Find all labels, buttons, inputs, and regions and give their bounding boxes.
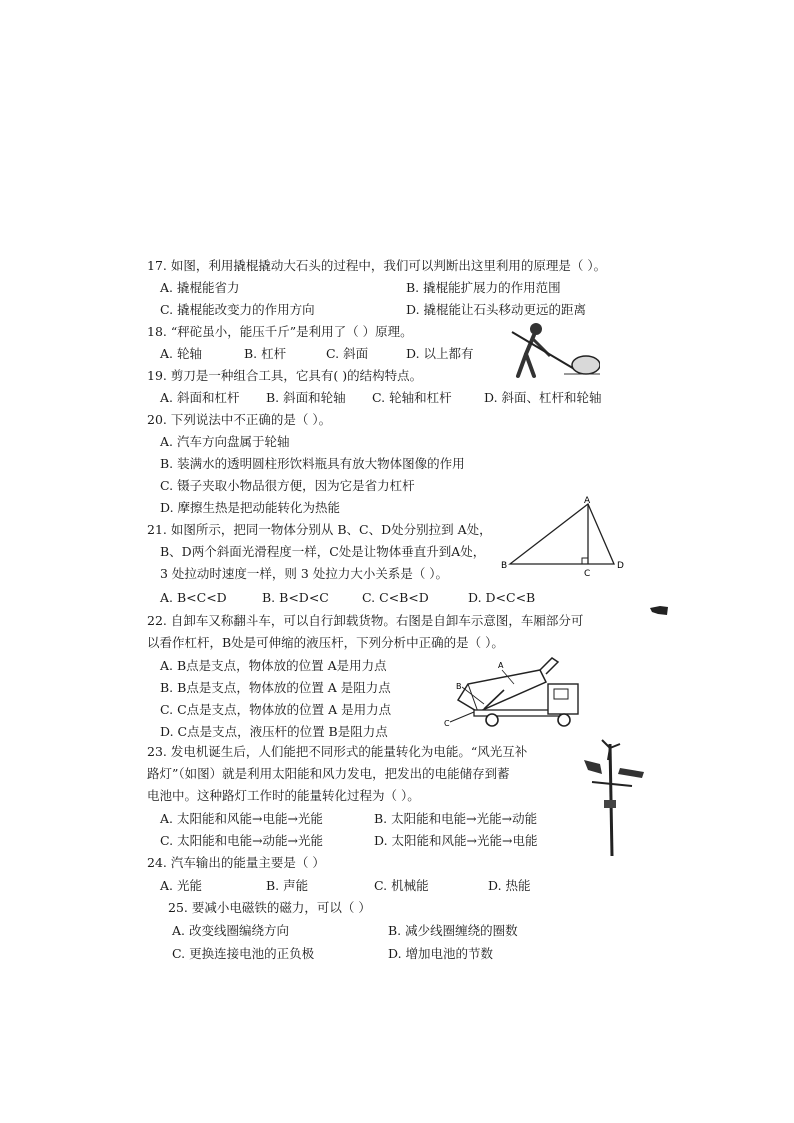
- label-a: A: [584, 496, 591, 506]
- q21-stem-line2: B、D两个斜面光滑程度一样，C处是让物体垂直升到A处，: [160, 544, 486, 559]
- label-c: C: [584, 569, 591, 578]
- label-d: D: [617, 561, 624, 571]
- q22-stem-line1: 22. 自卸车又称翻斗车，可以自行卸载货物。右图是自卸车示意图，车厢部分可: [147, 613, 584, 628]
- q19-option-a[interactable]: A. 斜面和杠杆: [160, 390, 240, 405]
- q18-option-b[interactable]: B. 杠杆: [244, 346, 287, 361]
- q20-option-c[interactable]: C. 镊子夹取小物品很方便，因为它是省力杠杆: [160, 478, 415, 493]
- q21-option-d[interactable]: D. D<C<B: [468, 590, 536, 605]
- q21-option-c[interactable]: C. C<B<D: [362, 590, 429, 605]
- q19-option-d[interactable]: D. 斜面、杠杆和轮轴: [484, 390, 602, 405]
- q24-option-b[interactable]: B. 声能: [266, 878, 309, 893]
- q17-option-d[interactable]: D. 撬棍能让石头移动更远的距离: [406, 302, 587, 317]
- q22-option-d[interactable]: D. C点是支点，液压杆的位置 B是阻力点: [160, 724, 388, 739]
- q20-option-a[interactable]: A. 汽车方向盘属于轮轴: [160, 434, 290, 449]
- q23-stem-line1: 23. 发电机诞生后，人们能把不同形式的能量转化为电能。“风光互补: [147, 744, 528, 759]
- q23-stem-line3: 电池中。这种路灯工作时的能量转化过程为（ ）。: [147, 788, 420, 803]
- q18-option-a[interactable]: A. 轮轴: [160, 346, 202, 361]
- q20-option-d[interactable]: D. 摩擦生热是把动能转化为热能: [160, 500, 341, 515]
- q24-option-d[interactable]: D. 热能: [488, 878, 531, 893]
- dump-truck-figure: [444, 654, 590, 734]
- q22-option-c[interactable]: C. C点是支点，物体放的位置 A 是用力点: [160, 702, 392, 717]
- q25-stem: 25. 要减小电磁铁的磁力，可以（ ）: [168, 900, 371, 915]
- q23-option-d[interactable]: D. 太阳能和风能→光能→电能: [374, 833, 538, 848]
- q25-option-b[interactable]: B. 减少线圈缠绕的圈数: [388, 923, 518, 938]
- q23-option-b[interactable]: B. 太阳能和电能→光能→动能: [374, 811, 538, 826]
- q19-stem: 19. 剪刀是一种组合工具，它具有( )的结构特点。: [147, 368, 423, 383]
- q25-option-c[interactable]: C. 更换连接电池的正负极: [172, 946, 315, 961]
- label-c: C: [444, 719, 450, 728]
- q18-stem: 18. “秤砣虽小，能压千斤”是利用了（ ）原理。: [147, 324, 413, 339]
- q19-option-b[interactable]: B. 斜面和轮轴: [266, 390, 346, 405]
- crowbar-figure: [480, 318, 600, 380]
- incline-triangle-figure: [496, 494, 630, 578]
- q21-stem-line3: 3 处拉动时速度一样，则 3 处拉力大小关系是（ ）。: [160, 566, 449, 581]
- q25-option-d[interactable]: D. 增加电池的节数: [388, 946, 494, 961]
- q18-option-c[interactable]: C. 斜面: [326, 346, 369, 361]
- q22-option-a[interactable]: A. B点是支点，物体放的位置 A是用力点: [160, 658, 387, 673]
- q23-option-a[interactable]: A. 太阳能和风能→电能→光能: [160, 811, 323, 826]
- label-b: B: [501, 561, 508, 571]
- q17-stem: 17. 如图，利用撬棍撬动大石头的过程中，我们可以判断出这里利用的原理是（ ）。: [147, 258, 607, 273]
- q21-option-a[interactable]: A. B<C<D: [160, 590, 227, 605]
- q24-stem: 24. 汽车输出的能量主要是（ ）: [147, 855, 325, 870]
- q17-option-c[interactable]: C. 撬棍能改变力的作用方向: [160, 302, 315, 317]
- q20-stem: 20. 下列说法中不正确的是（ ）。: [147, 412, 332, 427]
- q22-stem-line2: 以看作杠杆，B处是可伸缩的液压杆，下列分析中正确的是（ ）。: [147, 635, 504, 650]
- q22-option-b[interactable]: B. B点是支点，物体放的位置 A 是阻力点: [160, 680, 391, 695]
- q20-option-b[interactable]: B. 装满水的透明圆柱形饮料瓶具有放大物体图像的作用: [160, 456, 465, 471]
- wind-solar-lamp-figure: [580, 738, 648, 858]
- label-b: B: [456, 682, 462, 691]
- q21-option-b[interactable]: B. B<D<C: [262, 590, 329, 605]
- q17-option-b[interactable]: B. 撬棍能扩展力的作用范围: [406, 280, 561, 295]
- q23-option-c[interactable]: C. 太阳能和电能→动能→光能: [160, 833, 324, 848]
- scan-mark: [650, 604, 668, 616]
- q23-stem-line2: 路灯”（如图）就是利用太阳能和风力发电，把发出的电能储存到蓄: [147, 766, 510, 781]
- label-a: A: [498, 661, 504, 670]
- q24-option-a[interactable]: A. 光能: [160, 878, 202, 893]
- q18-option-d[interactable]: D. 以上都有: [406, 346, 474, 361]
- q24-option-c[interactable]: C. 机械能: [374, 878, 429, 893]
- q25-option-a[interactable]: A. 改变线圈编绕方向: [172, 923, 289, 938]
- q21-stem-line1: 21. 如图所示，把同一物体分别从 B、C、D处分别拉到 A处，: [147, 522, 492, 537]
- q19-option-c[interactable]: C. 轮轴和杠杆: [372, 390, 452, 405]
- q17-option-a[interactable]: A. 撬棍能省力: [160, 280, 240, 295]
